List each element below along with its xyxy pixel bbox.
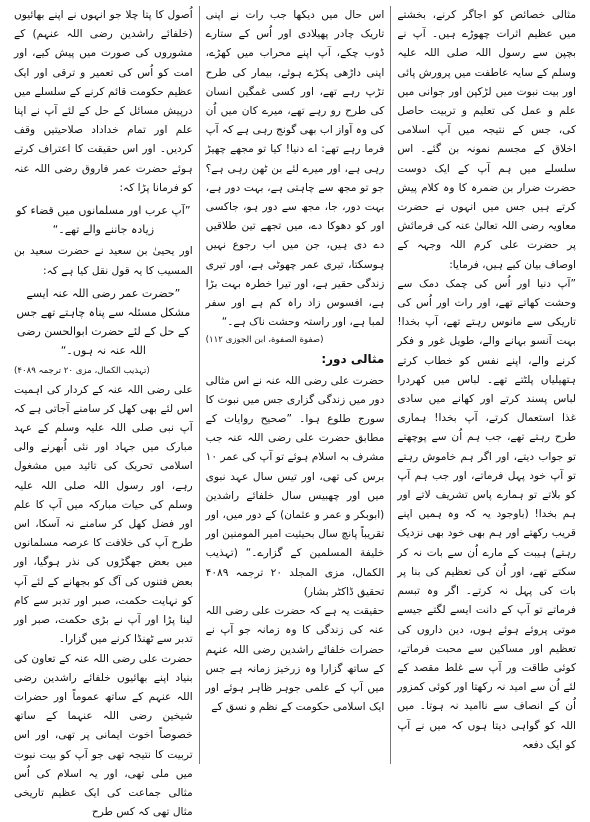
text-paragraph: علی رضی اللہ عنہ کے کردار کی اہمیت اس لئے بھی کھل کر سامنے آجاتی ہے کہ آپ نبی صلی اللہ علیہ وسلم کے عہد مبارک میں جہاد اور نئی اُبھرنے والی اسلامی تحریک کی تائید میں مشغول رہے، اور رسول اللہ صلی اللہ علیہ وسلم کی حیات مبارکہ میں آپ کا علم اور فضل کھل کر سامنے نہ آسکا، اس طرح آپ کی خلافت کا عرصہ مسلمانوں میں بعض جھگڑوں کی نذر ہوگیا، اور بعض فتنوں کی آگ کو بجھانے کے لئے آپ کو نہایت حکمت، صبر اور تدبر سے کام لینا پڑا اور آپ نے بڑی حکمت، صبر اور تدبر سے ٹھنڈا کرنے میں گزارا۔ bbox=[14, 381, 193, 650]
column-left bbox=[8, 6, 200, 764]
column-middle bbox=[200, 6, 392, 764]
column-right bbox=[391, 6, 582, 764]
text-paragraph: مثالی خصائص کو اجاگر کرنے، بخشتے میں عظیم اثرات چھوڑے ہیں۔ آپ نے بچپن سے رسول اللہ صلی اللہ علیہ وسلم کے سایہ عاطفت میں پرورش پائی اور بیت نبوت میں لڑکپن اور جوانی میں علم و عمل کی تعلیم و تربیت حاصل کی، جس کے نتیجہ میں آپ اسلامی اخلاق کے مجسم نمونہ بن گئے۔ اس سلسلے میں ہم آپ کے ایک دوست حضرت ضرار بن ضمرہ کا وہ کلام پیش کرتے ہیں جس میں انہوں نے حضرت معاویہ رضی اللہ تعالیٰ عنہ کی فرمائش پر حضرت علی کرم اللہ وجہہ کے اوصاف بیان کیے ہیں، فرمایا: bbox=[397, 6, 576, 275]
text-paragraph: اس حال میں دیکھا جب رات نے اپنی تاریک چادر پھیلادی اور اُس کے ستارے ڈوب چکے، آپ اپنے محراب میں کھڑے، اپنی داڑھی پکڑے ہوئے، بیمار کی طرح تڑپ رہے تھے، اور کسی غمگین انسان کی طرح رو رہے تھے، میرے کان میں اُن کی وہ آواز اب بھی گونج رہی ہے کہ آپ فرما رہے تھے: اے دنیا! کیا تو مجھے چھیڑ رہی ہے، اور میرے لئے بن ٹھن رہی ہے؟ جو تو مجھ سے چاہتی ہے، بہت دور ہے، بہت دور، جا، مجھ سے دور ہو، جاکسی اور کو دھوکا دے، میں تجھے تین طلاقیں دے دی ہیں، جن میں اب رجوع نہیں ہوسکتا، تیری عمر چھوٹی ہے، اور تیری زندگی حقیر ہے، اور تیرا خطرہ بہت بڑا ہے، افسوس زاد راہ کم ہے اور سفر لمبا ہے، اور راستہ وحشت ناک ہے۔“ bbox=[206, 6, 385, 332]
text-paragraph: حقیقت یہ ہے کہ حضرت علی رضی اللہ عنہ کی زندگی کا وہ زمانہ جو آپ نے حضرات خلفائے راشدین رضی اللہ عنہم کے ساتھ گزارا وہ زرخیز زمانہ ہے جس میں آپ کے علمی جوہر ظاہر ہوئے اور ایک اسلامی حکومت کے نظم و نسق کے bbox=[206, 602, 385, 717]
text-paragraph: اور یحییٰ بن سعید نے حضرت سعید بن المسیب کا یہ قول نقل کیا ہے کہ: bbox=[14, 242, 193, 280]
reference-note: (تہذیب الکمال، مزی ۲۰ ترجمہ ۴۰۸۹) bbox=[14, 364, 193, 378]
reference-note: (صفوة الصفوة، ابن الجوزی ۱۱۲) bbox=[206, 333, 385, 347]
section-heading: مثالی دور: bbox=[206, 350, 385, 369]
text-paragraph: حضرت علی رضی اللہ عنہ نے اس مثالی دور میں زندگی گزاری جس میں نبوت کا سورج طلوع ہوا۔ ”صحیح روایات کے مطابق حضرت علی رضی اللہ عنہ جب مشرف بہ اسلام ہوئے تو آپ کی عمر ۱۰ برس کی تھی، اور تیس سال عہد نبوی میں اور چھبیس سال خلفائے راشدین (ابوبکر و عمر و عثمان) کے دور میں، اور تقریباً پانچ سال بحیثیت امیر المومنین اور خلیفة المسلمین کے گزارے۔“ (تہذیب الکمال، مزی المجلد ۲۰ ترجمہ ۴۰۸۹ تحقیق ڈاکٹر بشار) bbox=[206, 372, 385, 602]
quote-paragraph: ”آپ عرب اور مسلمانوں میں قضاء کو زیادہ جاننے والے تھے۔“ bbox=[14, 201, 193, 239]
text-paragraph: اُصول کا پتا چلا جو انہوں نے اپنے بھائیوں (خلفائے راشدین رضی اللہ عنہم) کے مشوروں کی صورت میں پیش کیے، اور امت کو اُس کی تعمیر و ترقی اور ایک عظیم حکومت قائم کرنے کے سلسلے میں درپیش مسائل کے حل کے لئے آپ نے اپنا علم اور تمام خداداد صلاحیتیں وقف کردیں۔ اور اس حقیقت کا اعتراف کرتے ہوئے حضرت عمر فاروق رضی اللہ عنہ کو فرمانا پڑا کہ: bbox=[14, 6, 193, 198]
quote-paragraph: ”حضرت عمر رضی اللہ عنہ ایسے مشکل مسئلہ سے پناہ چاہتے تھے جس کے حل کے لئے حضرت ابوالحسن رضی اللہ عنہ نہ ہوں۔“ bbox=[14, 284, 193, 361]
text-paragraph: ”آپ دنیا اور اُس کی چمک دمک سے وحشت کھاتے تھے، اور رات اور اُس کی تاریکی سے مانوس رہتے تھے، آپ بخدا! بہت آنسو بہانے والے، طویل غور و فکر کرنے والے، اپنے نفس کو خطاب کرتے ہتھیلیاں پلٹتے تھے۔ لباس میں کھردرا لباس پسند کرتے اور کھانے میں سادی غذا استعمال کرتے، آپ بخدا! ہماری طرح رہتے تھے، جب ہم اُن سے پوچھتے تو جواب دیتے، اور اگر ہم خاموش رہتے تو آپ خود پہل فرماتے، اور جب ہم آپ کو بلاتے تو ہمارے پاس تشریف لاتے اور ہم بخدا! (باوجود یہ کہ وہ ہمیں اپنے قریب رکھتے اور ہم بھی خود بھی نزدیک رہتے) ہیبت کے مارے اُن سے بات نہ کر سکتے تھے، اور اُن کی تعظیم کی بنا پر بات کی پہل نہ کرتے۔ اگر وہ تبسم فرماتے تو آپ کے دانت ایسے لگتے جیسے موتی پروئے ہوئے ہوں، دین داروں کی تعظیم اور مساکین سے محبت فرماتے، کوئی طاقت ور آپ سے غلط مقصد کے لئے اُن سے امید نہ رکھتا اور کوئی کمزور اُن کے انصاف سے ناامید نہ ہوتا۔ میں اللہ کو گواہی دیتا ہوں کہ میں نے آپ کو ایک دفعہ bbox=[397, 275, 576, 755]
text-paragraph: حضرت علی رضی اللہ عنہ کے تعاون کی بنیاد اپنے بھائیوں خلفائے راشدین رضی اللہ عنہم کے ساتھ عموماً اور حضرات شیخین رضی اللہ عنہما کے ساتھ خصوصاً اخوت ایمانی پر تھی، اور اس تربیت کا نتیجہ تھی جو آپ کو بیت نبوت میں ملی تھی، اور یہ اسلام کی اُس مثالی جماعت کی ایک عظیم تاریخی مثال تھی کہ کس طرح bbox=[14, 650, 193, 822]
